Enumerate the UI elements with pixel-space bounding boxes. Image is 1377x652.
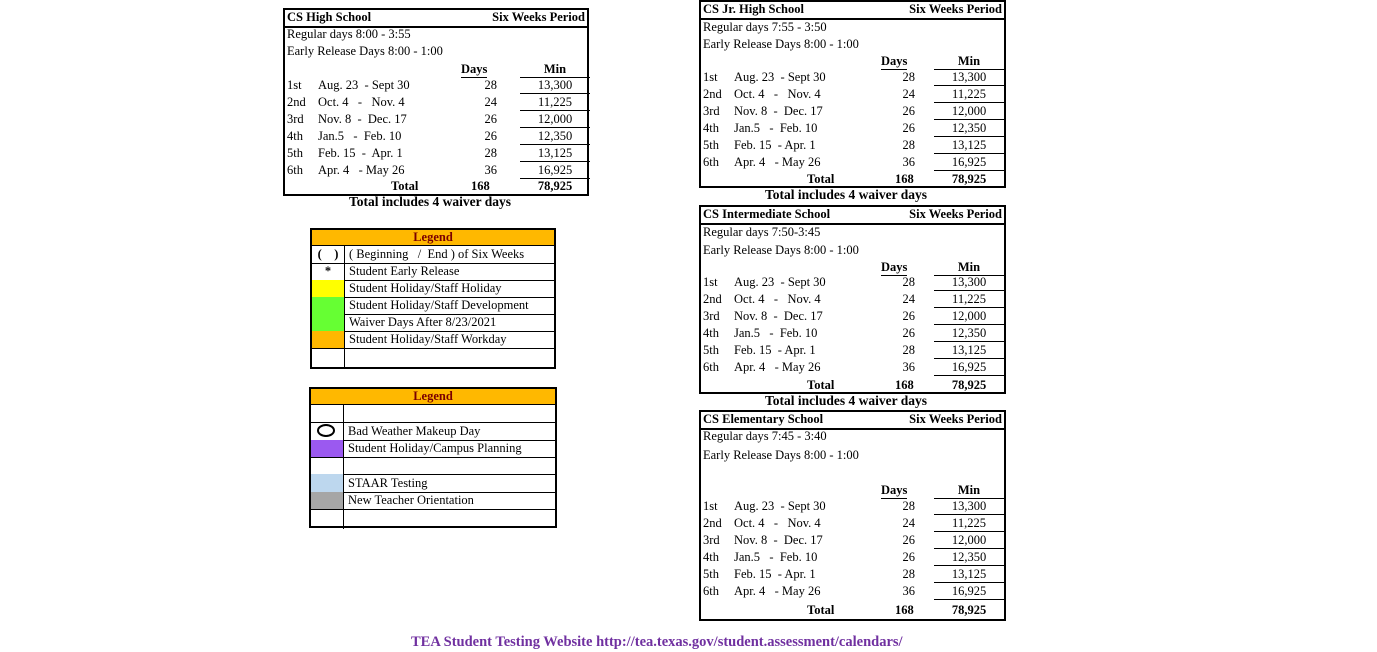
minutes-value: 13,125 (934, 343, 1004, 359)
elementary-period-label: Six Weeks Period (909, 412, 1002, 426)
high-school-total-mins: 78,925 (537, 179, 573, 193)
period-label: 2nd (703, 87, 722, 101)
period-label: 5th (703, 567, 719, 581)
minutes-value: 13,300 (934, 70, 1004, 86)
table-row (701, 550, 1004, 567)
intermediate-regular-days: Regular days 7:50-3:45 (703, 225, 821, 239)
legend-swatch (312, 297, 345, 314)
days-value: 26 (902, 326, 915, 340)
date-range: Apr. 4 - May 26 (318, 163, 405, 177)
period-label: 6th (703, 155, 719, 169)
table-row (701, 121, 1004, 138)
period-label: 4th (703, 550, 719, 564)
table-row (701, 516, 1004, 533)
minutes-value: 16,925 (934, 360, 1004, 376)
table-row (285, 95, 587, 112)
minutes-value: 12,350 (520, 129, 590, 145)
jr-high-total-label: Total (807, 172, 835, 186)
jr-high-total-mins: 78,925 (951, 172, 987, 186)
days-value: 24 (902, 87, 915, 101)
elementary-total-label: Total (807, 603, 835, 617)
period-label: 3rd (703, 309, 720, 323)
intermediate-waiver-note: Total includes 4 waiver days (765, 393, 928, 408)
legend-item (311, 492, 555, 510)
legend-item-label: ( Beginning / End ) of Six Weeks (349, 247, 525, 261)
high-school-table (283, 8, 589, 196)
elementary-table (699, 410, 1006, 621)
legend-item (312, 297, 554, 315)
date-range: Nov. 8 - Dec. 17 (734, 104, 823, 118)
intermediate-header (701, 207, 1004, 225)
high-school-min-header: Min (520, 62, 590, 78)
legend-item-label: Waiver Days After 8/23/2021 (349, 315, 497, 329)
legend-item (312, 348, 554, 369)
date-range: Apr. 4 - May 26 (734, 155, 821, 169)
table-row (701, 275, 1004, 292)
legend-primary-title: Legend (312, 230, 554, 246)
minutes-value: 13,125 (934, 567, 1004, 583)
elementary-regular-days: Regular days 7:45 - 3:40 (703, 429, 827, 443)
legend-swatch (312, 314, 345, 331)
legend-item (311, 405, 555, 423)
minutes-value: 16,925 (934, 584, 1004, 600)
date-range: Nov. 8 - Dec. 17 (318, 112, 407, 126)
date-range: Jan.5 - Feb. 10 (734, 550, 818, 564)
legend-item (311, 509, 555, 529)
date-range: Aug. 23 - Sept 30 (734, 499, 826, 513)
days-value: 26 (484, 112, 497, 126)
legend-item (311, 440, 555, 458)
elementary-days-header: Days (881, 483, 908, 497)
table-row (285, 163, 587, 180)
days-value: 26 (902, 104, 915, 118)
minutes-value: 13,125 (934, 138, 1004, 154)
days-value: 28 (902, 567, 915, 581)
legend-item-label: Student Holiday/Staff Development (349, 298, 529, 312)
days-value: 28 (484, 146, 497, 160)
minutes-value: 13,125 (520, 146, 590, 162)
minutes-value: 16,925 (520, 163, 590, 179)
jr-high-waiver-note: Total includes 4 waiver days (765, 187, 928, 202)
minutes-value: 12,000 (934, 309, 1004, 325)
intermediate-total-label: Total (807, 378, 835, 392)
table-row (701, 360, 1004, 377)
minutes-value: 13,300 (520, 78, 590, 94)
days-value: 28 (902, 275, 915, 289)
table-row (701, 292, 1004, 309)
elementary-total-mins: 78,925 (951, 603, 987, 617)
date-range: Oct. 4 - Nov. 4 (734, 516, 821, 530)
elementary-early-release: Early Release Days 8:00 - 1:00 (703, 448, 859, 462)
jr-high-table (699, 0, 1006, 188)
days-value: 24 (902, 292, 915, 306)
date-range: Nov. 8 - Dec. 17 (734, 309, 823, 323)
period-label: 5th (703, 138, 719, 152)
legend-item (312, 331, 554, 349)
jr-high-early-release: Early Release Days 8:00 - 1:00 (703, 37, 859, 51)
table-row (285, 129, 587, 146)
date-range: Apr. 4 - May 26 (734, 360, 821, 374)
legend-item-label: Student Holiday/Campus Planning (348, 441, 522, 455)
intermediate-period-label: Six Weeks Period (909, 207, 1002, 221)
jr-high-period-label: Six Weeks Period (909, 2, 1002, 16)
jr-high-regular-days: Regular days 7:55 - 3:50 (703, 20, 827, 34)
date-range: Oct. 4 - Nov. 4 (734, 87, 821, 101)
days-value: 36 (902, 360, 915, 374)
days-value: 36 (902, 155, 915, 169)
minutes-value: 12,000 (934, 104, 1004, 120)
days-value: 36 (484, 163, 497, 177)
date-range: Jan.5 - Feb. 10 (734, 326, 818, 340)
elementary-min-header: Min (934, 483, 1004, 499)
high-school-days-header: Days (461, 62, 488, 76)
days-value: 26 (902, 550, 915, 564)
legend-swatch (311, 405, 344, 422)
table-row (701, 533, 1004, 550)
legend-swatch (312, 348, 345, 369)
date-range: Feb. 15 - Apr. 1 (734, 138, 816, 152)
period-label: 3rd (703, 533, 720, 547)
days-value: 28 (902, 70, 915, 84)
legend-swatch (311, 492, 344, 509)
date-range: Feb. 15 - Apr. 1 (318, 146, 403, 160)
days-value: 28 (902, 138, 915, 152)
minutes-value: 16,925 (934, 155, 1004, 171)
intermediate-table (699, 205, 1006, 394)
table-row (701, 87, 1004, 104)
elementary-total-days: 168 (895, 603, 914, 617)
minutes-value: 11,225 (934, 292, 1004, 308)
period-label: 5th (703, 343, 719, 357)
legend-item-label: Student Early Release (349, 264, 460, 278)
days-value: 26 (902, 309, 915, 323)
days-value: 28 (484, 78, 497, 92)
date-range: Apr. 4 - May 26 (734, 584, 821, 598)
legend-primary (310, 228, 556, 369)
table-row (701, 104, 1004, 121)
table-row (701, 326, 1004, 343)
table-row (701, 567, 1004, 584)
days-value: 26 (902, 121, 915, 135)
intermediate-name: CS Intermediate School (703, 207, 831, 221)
legend-item (311, 422, 555, 441)
period-label: 6th (703, 360, 719, 374)
legend-secondary (309, 387, 557, 528)
elementary-name: CS Elementary School (703, 412, 824, 426)
table-row (701, 309, 1004, 326)
legend-item-label: Bad Weather Makeup Day (348, 424, 481, 438)
intermediate-total-mins: 78,925 (951, 378, 987, 392)
high-school-header (285, 10, 587, 28)
table-row (701, 155, 1004, 172)
minutes-value: 12,350 (934, 550, 1004, 566)
legend-swatch (311, 457, 344, 474)
legend-swatch (312, 331, 345, 348)
intermediate-min-header: Min (934, 260, 1004, 276)
high-school-period-label: Six Weeks Period (492, 10, 585, 24)
jr-high-name: CS Jr. High School (703, 2, 804, 16)
legend-swatch (312, 280, 345, 297)
table-row (701, 70, 1004, 87)
circle-icon (317, 424, 335, 437)
minutes-value: 13,300 (934, 499, 1004, 515)
table-row (701, 499, 1004, 516)
period-label: 6th (287, 163, 303, 177)
minutes-value: 13,300 (934, 275, 1004, 291)
period-label: 3rd (287, 112, 304, 126)
table-row (285, 78, 587, 95)
period-label: 4th (703, 121, 719, 135)
table-row (701, 343, 1004, 360)
date-range: Feb. 15 - Apr. 1 (734, 343, 816, 357)
high-school-regular-days: Regular days 8:00 - 3:55 (287, 27, 411, 41)
jr-high-min-header: Min (934, 54, 1004, 70)
table-row (285, 146, 587, 163)
date-range: Jan.5 - Feb. 10 (734, 121, 818, 135)
minutes-value: 12,350 (934, 121, 1004, 137)
minutes-value: 11,225 (520, 95, 590, 111)
legend-item (311, 474, 555, 493)
tea-testing-link[interactable]: TEA Student Testing Website http://tea.texas.gov/student.assessment/calendars/ (411, 634, 903, 650)
high-school-total-label: Total (391, 179, 419, 193)
period-label: 1st (287, 78, 302, 92)
date-range: Jan.5 - Feb. 10 (318, 129, 402, 143)
days-value: 24 (902, 516, 915, 530)
high-school-name: CS High School (287, 10, 372, 24)
high-school-total-days: 168 (471, 179, 490, 193)
legend-item (311, 457, 555, 475)
minutes-value: 12,000 (934, 533, 1004, 549)
jr-high-total-days: 168 (895, 172, 914, 186)
legend-swatch: * (312, 263, 345, 280)
table-row (701, 584, 1004, 601)
legend-item-label: New Teacher Orientation (348, 493, 474, 507)
period-label: 1st (703, 275, 718, 289)
period-label: 2nd (287, 95, 306, 109)
days-value: 28 (902, 499, 915, 513)
date-range: Nov. 8 - Dec. 17 (734, 533, 823, 547)
legend-swatch (311, 509, 344, 529)
legend-swatch: ( ) (312, 246, 345, 263)
minutes-value: 12,350 (934, 326, 1004, 342)
period-label: 1st (703, 70, 718, 84)
jr-high-days-header: Days (881, 54, 908, 68)
legend-swatch (311, 440, 344, 457)
minutes-value: 12,000 (520, 112, 590, 128)
days-value: 24 (484, 95, 497, 109)
jr-high-header (701, 2, 1004, 20)
period-label: 4th (703, 326, 719, 340)
days-value: 36 (902, 584, 915, 598)
table-row (701, 138, 1004, 155)
date-range: Aug. 23 - Sept 30 (318, 78, 410, 92)
period-label: 1st (703, 499, 718, 513)
legend-item-label: Student Holiday/Staff Workday (349, 332, 507, 346)
legend-item (312, 314, 554, 332)
legend-secondary-title: Legend (311, 389, 555, 405)
days-value: 26 (902, 533, 915, 547)
legend-item (312, 280, 554, 298)
days-value: 28 (902, 343, 915, 357)
intermediate-total-days: 168 (895, 378, 914, 392)
minutes-value: 11,225 (934, 516, 1004, 532)
date-range: Aug. 23 - Sept 30 (734, 70, 826, 84)
elementary-header (701, 412, 1004, 430)
date-range: Oct. 4 - Nov. 4 (318, 95, 405, 109)
table-row (285, 112, 587, 129)
period-label: 2nd (703, 516, 722, 530)
date-range: Aug. 23 - Sept 30 (734, 275, 826, 289)
legend-item-label: Student Holiday/Staff Holiday (349, 281, 502, 295)
period-label: 6th (703, 584, 719, 598)
legend-swatch (311, 474, 344, 492)
period-label: 2nd (703, 292, 722, 306)
days-value: 26 (484, 129, 497, 143)
date-range: Oct. 4 - Nov. 4 (734, 292, 821, 306)
legend-swatch (311, 422, 344, 440)
intermediate-days-header: Days (881, 260, 908, 274)
high-school-early-release: Early Release Days 8:00 - 1:00 (287, 44, 443, 58)
period-label: 3rd (703, 104, 720, 118)
period-label: 5th (287, 146, 303, 160)
high-school-waiver-note: Total includes 4 waiver days (349, 194, 512, 209)
legend-item (312, 263, 554, 281)
legend-item-label: STAAR Testing (348, 476, 428, 490)
intermediate-early-release: Early Release Days 8:00 - 1:00 (703, 243, 859, 257)
date-range: Feb. 15 - Apr. 1 (734, 567, 816, 581)
period-label: 4th (287, 129, 303, 143)
minutes-value: 11,225 (934, 87, 1004, 103)
legend-item (312, 246, 554, 264)
